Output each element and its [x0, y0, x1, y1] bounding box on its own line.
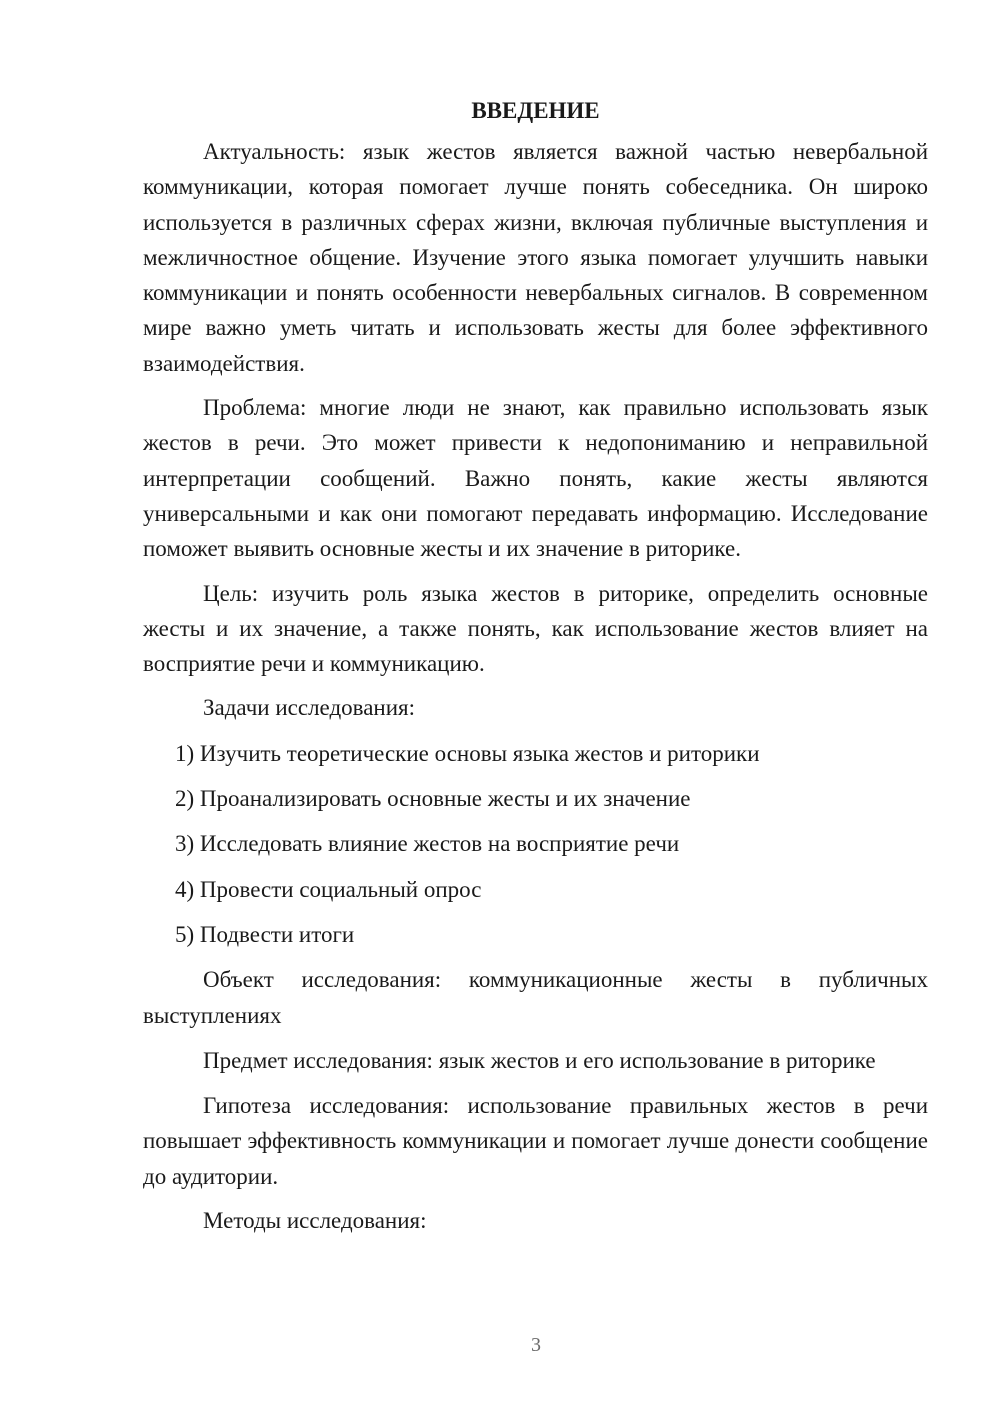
paragraph-problem: Проблема: многие люди не знают, как правильно использовать язык жестов в речи. Это может привести к недопониманию и неправильной интерпретации сообщений. Важно понять, какие жесты являются универсальными и как они помогают передавать информацию. Исследование поможет выявить основные жесты и их значение в риторике.	[143, 395, 928, 562]
paragraph-goal: Цель: изучить роль языка жестов в риторике, определить основные жесты и их значение, а также понять, как использование жестов влияет на восприятие речи и коммуникацию.	[143, 580, 928, 677]
task-item-5: 5) Подвести итоги	[175, 921, 355, 947]
paragraph-subject: Предмет исследования: язык жестов и его использование в риторике	[203, 1047, 876, 1073]
page-content	[143, 96, 928, 1238]
paragraph-object: Объект исследования: коммуникационные жесты в публичных выступлениях	[143, 967, 928, 1028]
task-item-4: 4) Провести социальный опрос	[175, 876, 482, 902]
task-item-2: 2) Проанализировать основные жесты и их значение	[175, 786, 691, 812]
task-list	[143, 736, 928, 952]
paragraph-methods: Методы исследования:	[203, 1208, 427, 1234]
page-number: 3	[531, 1334, 541, 1356]
section-heading: ВВЕДЕНИЕ	[471, 98, 600, 123]
task-item-3: 3) Исследовать влияние жестов на восприятие речи	[175, 831, 680, 857]
paragraph-relevance: Актуальность: язык жестов является важной частью невербальной коммуникации, которая помогает лучше понять собеседника. Он широко используется в различных сферах жизни, включая публичные выступления и межличностное общение. Изучение этого языка помогает улучшить навыки коммуникации и понять особенности невербальных сигналов. В современном мире важно уметь читать и использовать жесты для более эффективного взаимодействия.	[143, 139, 928, 376]
task-item-1: 1) Изучить теоретические основы языка жестов и риторики	[175, 740, 760, 766]
paragraph-tasks-title: Задачи исследования:	[203, 695, 416, 721]
paragraph-hypothesis: Гипотеза исследования: использование правильных жестов в речи повышает эффективность коммуникации и помогает лучше донести сообщение до аудитории.	[143, 1093, 928, 1189]
